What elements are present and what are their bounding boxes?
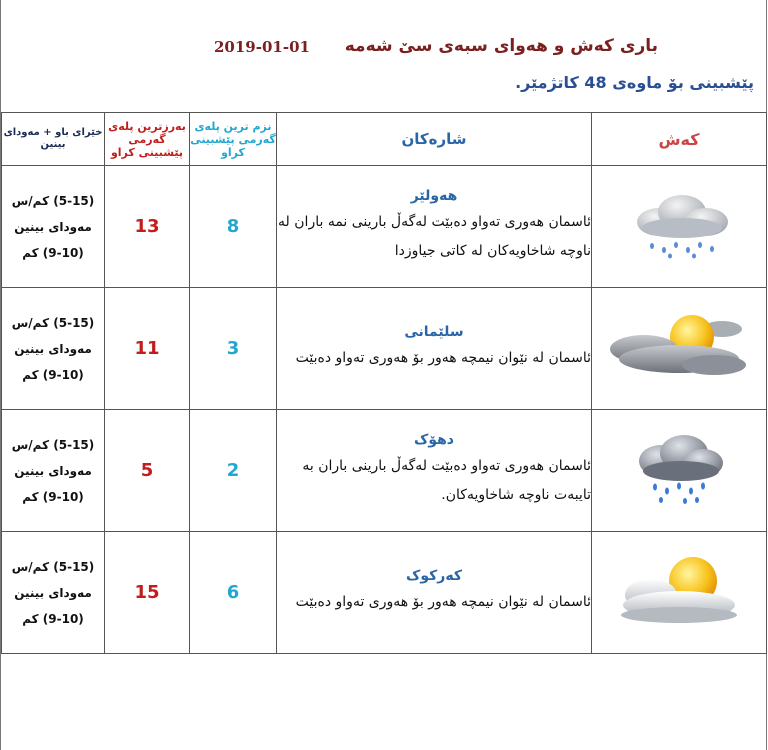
table-row <box>2 166 767 288</box>
city-cell <box>277 410 592 532</box>
city-cell <box>277 288 592 410</box>
wind-speed: (5-15) کم/س <box>11 437 95 452</box>
visibility-range: (9-10) کم <box>22 367 84 382</box>
forecast-description: ئاسمان هەوری تەواو دەبێت لەگەڵ بارینی نمە باران لە ناوچە شاخاویەکان لە کاتی جیاوزدا <box>278 213 591 259</box>
visibility-label: مەودای بینین <box>14 463 92 478</box>
min-temp: 3 <box>190 288 277 410</box>
city-name: کەرکوک <box>406 568 462 584</box>
weather-icon-cell <box>592 410 767 532</box>
table-row <box>2 288 767 410</box>
dark-cloud-rain-icon <box>629 429 729 509</box>
visibility-label: مەودای بینین <box>14 585 92 600</box>
min-temp: 8 <box>190 166 277 288</box>
table-row <box>2 532 767 654</box>
max-temp: 13 <box>105 166 190 288</box>
min-temp: 2 <box>190 410 277 532</box>
forecast-table <box>1 112 767 654</box>
cloud-rain-icon <box>624 190 734 260</box>
forecast-description: ئاسمان لە نێوان نیمچە هەور بۆ هەوری تەواو دەبێت <box>295 594 591 610</box>
wind-visibility-cell <box>2 532 105 654</box>
table-header-row <box>2 113 767 166</box>
visibility-label: مەودای بینین <box>14 341 92 356</box>
visibility-range: (9-10) کم <box>22 245 84 260</box>
visibility-label: مەودای بینین <box>14 219 92 234</box>
min-temp: 6 <box>190 532 277 654</box>
column-header-weather: کەش <box>592 113 767 166</box>
wind-speed: (5-15) کم/س <box>11 315 95 330</box>
sun-behind-clouds-icon <box>604 307 754 387</box>
wind-visibility-cell <box>2 410 105 532</box>
visibility-range: (9-10) کم <box>22 489 84 504</box>
page-subtitle: پێشبینی بۆ ماوەی 48 کاتژمێر. <box>515 73 754 92</box>
forecast-date: 2019-01-01 <box>214 38 310 56</box>
city-cell <box>277 166 592 288</box>
max-temp: 11 <box>105 288 190 410</box>
city-name: هەولێر <box>410 187 458 204</box>
wind-speed: (5-15) کم/س <box>11 193 95 208</box>
sun-cloud-icon <box>609 551 749 631</box>
max-temp: 5 <box>105 410 190 532</box>
visibility-range: (9-10) کم <box>22 611 84 626</box>
page-title: باری کەش و هەوای سبەی سێ شەمە <box>344 36 658 56</box>
wind-visibility-cell <box>2 166 105 288</box>
column-header-min-temp: نزم ترین پلەی گەرمی پێشبینی کراو <box>190 113 277 166</box>
table-row <box>2 410 767 532</box>
city-name: سلێمانی <box>404 324 464 340</box>
forecast-description: ئاسمان هەوری تەواو دەبێت لەگەڵ بارینی باران بە تایبەت ناوچە شاخاویەکان. <box>302 457 591 503</box>
wind-speed: (5-15) کم/س <box>11 559 95 574</box>
column-header-max-temp: بەرزترین پلەی گەرمی پێشبینی کراو <box>105 113 190 166</box>
column-header-wind: خێرای باو + مەودای بینین <box>2 113 105 166</box>
city-cell <box>277 532 592 654</box>
weather-icon-cell <box>592 166 767 288</box>
forecast-description: ئاسمان لە نێوان نیمچە هەور بۆ هەوری تەواو دەبێت <box>295 350 591 366</box>
max-temp: 15 <box>105 532 190 654</box>
header <box>0 36 768 62</box>
weather-icon-cell <box>592 288 767 410</box>
weather-icon-cell <box>592 532 767 654</box>
city-name: دهۆک <box>413 431 454 448</box>
wind-visibility-cell <box>2 288 105 410</box>
column-header-cities: شارەکان <box>277 113 592 166</box>
